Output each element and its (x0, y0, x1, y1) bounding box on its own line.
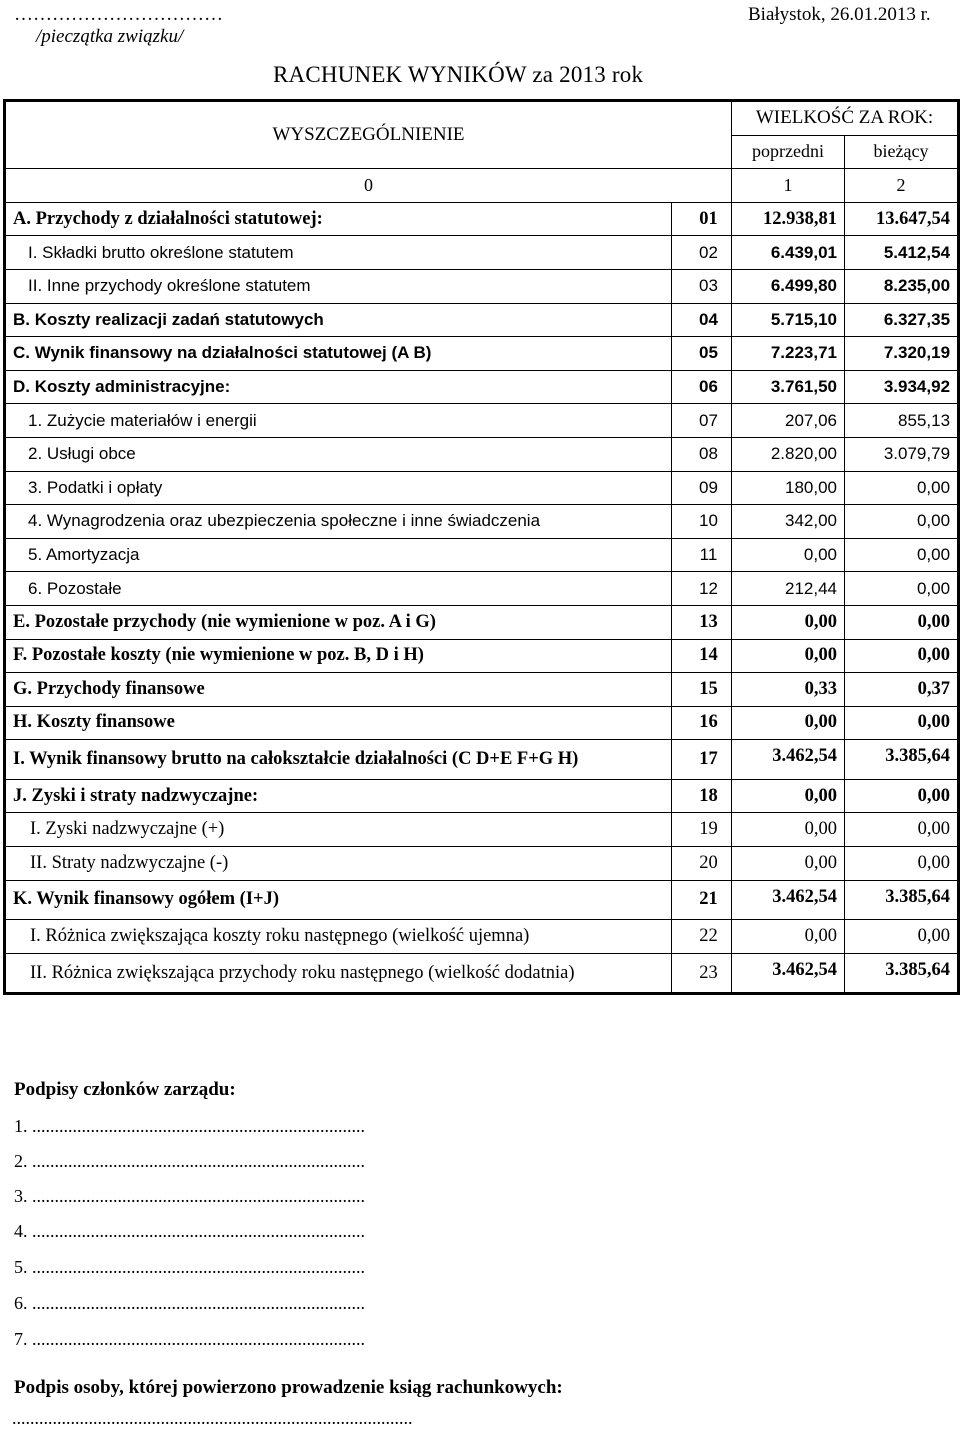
row-label: H. Koszty finansowe (5, 706, 672, 740)
row-previous-value: 0,33 (732, 673, 845, 707)
row-current-value: 3.079,79 (845, 437, 959, 471)
row-current-value: 0,00 (845, 847, 959, 881)
stamp-label: /pieczątka związku/ (36, 26, 184, 47)
row-number: 23 (672, 953, 732, 994)
row-previous-value: 207,06 (732, 404, 845, 438)
row-number: 09 (672, 471, 732, 505)
row-current-value: 0,00 (845, 538, 959, 572)
stamp-dots: …………………………… (14, 4, 223, 25)
table-row (5, 303, 959, 337)
table-row (5, 880, 959, 920)
row-current-value: 0,00 (845, 639, 959, 673)
row-current-value: 5.412,54 (845, 236, 959, 270)
row-number: 15 (672, 673, 732, 707)
header-year-group: WIELKOŚĆ ZA ROK: (732, 101, 959, 136)
row-label: I. Różnica zwiększająca koszty roku następnego (wielkość ujemna) (5, 920, 672, 954)
table-row (5, 920, 959, 954)
table-row (5, 779, 959, 813)
row-label: C. Wynik finansowy na działalności statutowej (A B) (5, 337, 672, 371)
row-number: 10 (672, 505, 732, 539)
row-label: 2. Usługi obce (5, 437, 672, 471)
row-current-value: 0,37 (845, 673, 959, 707)
row-previous-value: 2.820,00 (732, 437, 845, 471)
column-index-row (5, 169, 959, 203)
row-number: 13 (672, 605, 732, 639)
table-row (5, 673, 959, 707)
row-current-value: 3.385,64 (845, 953, 959, 994)
column-index-2: 2 (845, 169, 959, 203)
row-number: 01 (672, 202, 732, 236)
table-row (5, 236, 959, 270)
table-row (5, 269, 959, 303)
row-current-value: 0,00 (845, 779, 959, 813)
header-description: WYSZCZEGÓLNIENIE (5, 101, 732, 169)
row-previous-value: 0,00 (732, 847, 845, 881)
row-current-value: 0,00 (845, 920, 959, 954)
board-signatures-title: Podpisy członków zarządu: (14, 1079, 236, 1100)
row-label: E. Pozostałe przychody (nie wymienione w poz. A i G) (5, 605, 672, 639)
row-number: 20 (672, 847, 732, 881)
row-previous-value: 3.462,54 (732, 953, 845, 994)
signature-line: 6. .......................................................................... (14, 1293, 365, 1313)
row-previous-value: 0,00 (732, 920, 845, 954)
signature-line: 3. .......................................................................... (14, 1186, 365, 1206)
row-previous-value: 0,00 (732, 779, 845, 813)
row-previous-value: 3.462,54 (732, 880, 845, 920)
row-label: A. Przychody z działalności statutowej: (5, 202, 672, 236)
row-number: 02 (672, 236, 732, 270)
column-index-0: 0 (5, 169, 732, 203)
row-number: 16 (672, 706, 732, 740)
row-number: 05 (672, 337, 732, 371)
signature-line: 7. .......................................................................... (14, 1329, 365, 1349)
table-row (5, 202, 959, 236)
row-previous-value: 342,00 (732, 505, 845, 539)
row-label: II. Różnica zwiększająca przychody roku następnego (wielkość dodatnia) (5, 953, 672, 994)
row-label: B. Koszty realizacji zadań statutowych (5, 303, 672, 337)
table-row (5, 953, 959, 994)
table-row (5, 740, 959, 780)
row-previous-value: 0,00 (732, 639, 845, 673)
row-current-value: 0,00 (845, 505, 959, 539)
row-label: 6. Pozostałe (5, 572, 672, 606)
table-row (5, 605, 959, 639)
row-label: I. Wynik finansowy brutto na całokształcie działalności (C D+E F+G H) (5, 740, 672, 780)
row-number: 17 (672, 740, 732, 780)
row-current-value: 13.647,54 (845, 202, 959, 236)
row-label: 3. Podatki i opłaty (5, 471, 672, 505)
row-previous-value: 180,00 (732, 471, 845, 505)
row-previous-value: 212,44 (732, 572, 845, 606)
row-label: K. Wynik finansowy ogółem (I+J) (5, 880, 672, 920)
row-label: 4. Wynagrodzenia oraz ubezpieczenia społeczne i inne świadczenia (5, 505, 672, 539)
row-previous-value: 6.439,01 (732, 236, 845, 270)
row-label: I. Składki brutto określone statutem (5, 236, 672, 270)
row-current-value: 0,00 (845, 605, 959, 639)
place-date: Białystok, 26.01.2013 r. (748, 4, 931, 25)
row-current-value: 7.320,19 (845, 337, 959, 371)
row-current-value: 855,13 (845, 404, 959, 438)
row-current-value: 6.327,35 (845, 303, 959, 337)
row-label: 1. Zużycie materiałów i energii (5, 404, 672, 438)
row-current-value: 0,00 (845, 813, 959, 847)
row-number: 11 (672, 538, 732, 572)
header-previous: poprzedni (732, 135, 845, 169)
table-row (5, 370, 959, 404)
bookkeeper-signature-line: ......................................................................................... (12, 1408, 413, 1428)
table-row (5, 471, 959, 505)
row-current-value: 0,00 (845, 706, 959, 740)
row-label: II. Inne przychody określone statutem (5, 269, 672, 303)
header-row (5, 101, 959, 136)
row-previous-value: 6.499,80 (732, 269, 845, 303)
row-previous-value: 3.761,50 (732, 370, 845, 404)
row-number: 04 (672, 303, 732, 337)
row-number: 06 (672, 370, 732, 404)
row-previous-value: 7.223,71 (732, 337, 845, 371)
row-number: 07 (672, 404, 732, 438)
row-previous-value: 0,00 (732, 706, 845, 740)
row-number: 12 (672, 572, 732, 606)
header-current: bieżący (845, 135, 959, 169)
row-current-value: 0,00 (845, 572, 959, 606)
row-label: J. Zyski i straty nadzwyczajne: (5, 779, 672, 813)
table-row (5, 706, 959, 740)
signature-line: 2. .......................................................................... (14, 1151, 365, 1171)
table-row (5, 437, 959, 471)
row-previous-value: 12.938,81 (732, 202, 845, 236)
row-current-value: 3.934,92 (845, 370, 959, 404)
row-previous-value: 3.462,54 (732, 740, 845, 780)
table-row (5, 404, 959, 438)
row-current-value: 3.385,64 (845, 740, 959, 780)
row-number: 14 (672, 639, 732, 673)
row-current-value: 0,00 (845, 471, 959, 505)
row-number: 19 (672, 813, 732, 847)
row-number: 08 (672, 437, 732, 471)
table-row (5, 813, 959, 847)
signature-line: 5. .......................................................................... (14, 1257, 365, 1277)
row-number: 03 (672, 269, 732, 303)
row-label: 5. Amortyzacja (5, 538, 672, 572)
row-previous-value: 0,00 (732, 538, 845, 572)
row-label: G. Przychody finansowe (5, 673, 672, 707)
bookkeeper-signature-title: Podpis osoby, której powierzono prowadzenie ksiąg rachunkowych: (14, 1377, 563, 1398)
income-statement-table (3, 99, 960, 995)
row-previous-value: 5.715,10 (732, 303, 845, 337)
table-row (5, 505, 959, 539)
row-number: 22 (672, 920, 732, 954)
signature-line: 1. .......................................................................... (14, 1116, 365, 1136)
table-row (5, 572, 959, 606)
column-index-1: 1 (732, 169, 845, 203)
signature-line: 4. .......................................................................... (14, 1221, 365, 1241)
row-previous-value: 0,00 (732, 813, 845, 847)
row-number: 21 (672, 880, 732, 920)
row-label: D. Koszty administracyjne: (5, 370, 672, 404)
table-row (5, 538, 959, 572)
row-label: I. Zyski nadzwyczajne (+) (5, 813, 672, 847)
row-current-value: 3.385,64 (845, 880, 959, 920)
table-row (5, 847, 959, 881)
table-row (5, 337, 959, 371)
document-title: RACHUNEK WYNIKÓW za 2013 rok (273, 62, 644, 87)
table-row (5, 639, 959, 673)
row-current-value: 8.235,00 (845, 269, 959, 303)
row-previous-value: 0,00 (732, 605, 845, 639)
row-label: II. Straty nadzwyczajne (-) (5, 847, 672, 881)
row-number: 18 (672, 779, 732, 813)
row-label: F. Pozostałe koszty (nie wymienione w poz. B, D i H) (5, 639, 672, 673)
